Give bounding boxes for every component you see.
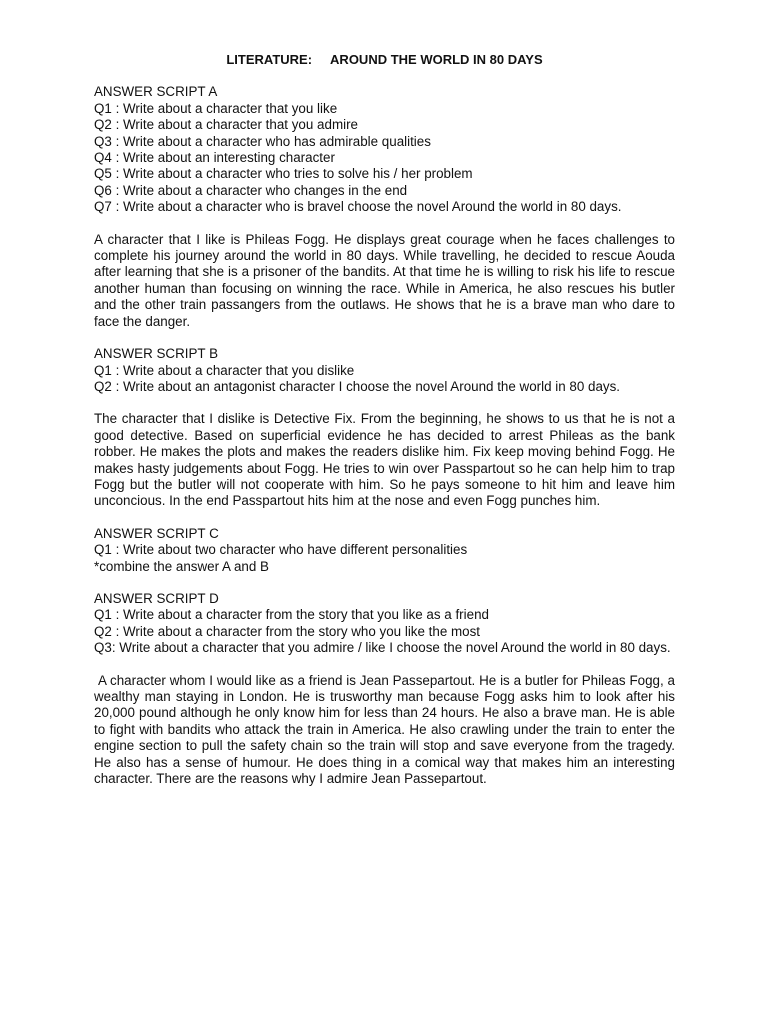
question-line: Q1 : Write about a character from the story that you like as a friend [94,607,489,623]
answer-script-c-questions [94,526,675,575]
question-line: Q3: Write about a character that you admire / like I choose the novel Around the world in 80 days. [94,640,671,656]
script-heading: ANSWER SCRIPT C [94,525,219,541]
answer-paragraph-a: A character that I like is Phileas Fogg. He displays great courage when he faces challenges to complete his journey around the world in 80 days. While travelling, he decided to rescue Aouda after learning that she is a prisoner of the bandits. At that time he is willing to risk his life to rescue another human than focusing on winning the race. While in America, he also rescues his butler and the other train passangers from the outlaws. He shows that he is a brave man who dare to face the danger. [94,231,675,329]
question-line: Q5 : Write about a character who tries to solve his / her problem [94,166,473,182]
question-line: Q6 : Write about a character who changes in the end [94,182,408,198]
question-line: Q2 : Write about a character from the story who you like the most [94,623,481,639]
script-heading: ANSWER SCRIPT A [94,84,218,100]
question-line: Q3 : Write about a character who has admirable qualities [94,133,431,149]
script-heading: ANSWER SCRIPT D [94,590,219,606]
question-line: Q2 : Write about an antagonist character I choose the novel Around the world in 80 days. [94,378,621,394]
answer-script-a-questions [94,84,675,215]
question-line: Q1 : Write about two character who have different personalities [94,542,468,558]
document-page [94,52,675,803]
answer-paragraph-d: A character whom I would like as a friend is Jean Passepartout. He is a butler for Phileas Fogg, a wealthy man staying in London. He is trusworthy man because Fogg asks him to look after his 20,000 pound although he only know him for less than 24 hours. He also a brave man. He is able to fight with bandits who attack the train in America. He also crawling under the train to enter the engine section to pull the safety chain so the train will stop and save everyone from the tragedy. He also has a sense of humour. He does thing in a comical way that makes him an interesting character. There are the reasons why I admire Jean Passepartout. [94,672,675,787]
note-line: *combine the answer A and B [94,558,269,574]
question-line: Q4 : Write about an interesting character [94,150,335,166]
answer-script-d-questions [94,591,675,657]
question-line: Q7 : Write about a character who is bravel choose the novel Around the world in 80 days. [94,199,622,215]
document-title [94,52,675,68]
question-line: Q1 : Write about a character that you dislike [94,362,355,378]
script-heading: ANSWER SCRIPT B [94,346,219,362]
title-subject: LITERATURE: [226,52,313,67]
answer-script-b-questions [94,346,675,395]
question-line: Q1 : Write about a character that you like [94,100,338,116]
answer-paragraph-b: The character that I dislike is Detective Fix. From the beginning, he shows to us that he is not a good detective. Based on superficial evidence he has decided to arrest Phileas as the bank robber. He makes the plots and makes the readers dislike him. Fix keep moving behind Fogg. He makes hasty judgements about Fogg. He tries to win over Passpartout so he can help him to trap Fogg but the butler will not cooperate with him. So he pays someone to hit him and leave him unconcious. In the end Passpartout hits him at the nose and even Fogg punches him. [94,411,675,509]
title-novel: AROUND THE WORLD IN 80 DAYS [330,52,543,67]
question-line: Q2 : Write about a character that you admire [94,117,358,133]
